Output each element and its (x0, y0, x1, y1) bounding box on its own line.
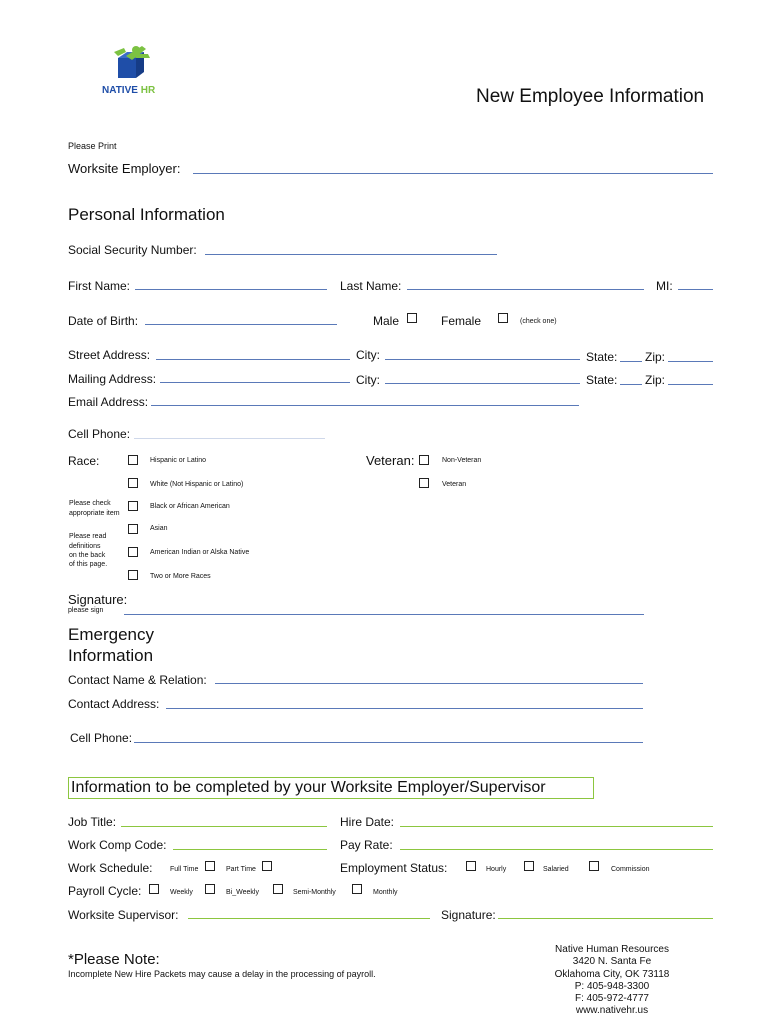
race-black-label: Black or African American (150, 503, 230, 510)
supervisor-signature-label: Signature: (441, 908, 496, 922)
race-asian-label: Asian (150, 525, 168, 532)
hire-date-field[interactable] (400, 826, 713, 827)
dob-field[interactable] (145, 324, 337, 325)
race-white-checkbox[interactable] (128, 478, 138, 488)
personal-heading: Personal Information (68, 205, 225, 224)
street-label: Street Address: (68, 348, 151, 362)
please-print: Please Print (68, 141, 117, 151)
emergency-cell-field[interactable] (134, 742, 643, 743)
company-city: Oklahoma City, OK 73118 (554, 968, 670, 980)
work-comp-label: Work Comp Code: (68, 838, 167, 852)
semi-monthly-checkbox[interactable] (273, 884, 283, 894)
check-one-note: (check one) (520, 318, 557, 325)
employer-heading (68, 777, 594, 799)
monthly-label: Monthly (373, 889, 398, 896)
mailing-city-field[interactable] (385, 383, 580, 384)
supervisor-signature-field[interactable] (498, 918, 713, 919)
salaried-checkbox[interactable] (524, 861, 534, 871)
page-title: New Employee Information (476, 86, 705, 107)
note-title: *Please Note: (68, 951, 160, 968)
emergency-cell-label: Cell Phone: (70, 731, 133, 745)
mailing-zip-label: Zip: (645, 373, 666, 387)
mailing-state-field[interactable] (620, 384, 642, 385)
mailing-label: Mailing Address: (68, 372, 157, 386)
mailing-city-label: City: (356, 373, 380, 387)
logo (96, 42, 176, 100)
weekly-label: Weekly (170, 889, 193, 896)
race-two-or-more-checkbox[interactable] (128, 570, 138, 580)
please-read-note-4: of this page. (69, 561, 108, 568)
emergency-heading-1: Emergency (68, 625, 154, 644)
job-title-field[interactable] (121, 826, 327, 827)
race-hispanic-checkbox[interactable] (128, 455, 138, 465)
company-address (530, 944, 694, 1018)
note-text: Incomplete New Hire Packets may cause a delay in the processing of payroll. (68, 969, 376, 979)
street-state-field[interactable] (620, 361, 642, 362)
bi-weekly-checkbox[interactable] (205, 884, 215, 894)
supervisor-field[interactable] (188, 918, 430, 919)
street-city-label: City: (356, 348, 380, 362)
contact-name-field[interactable] (215, 683, 643, 684)
street-city-field[interactable] (385, 359, 580, 360)
race-two-or-more-label: Two or More Races (150, 573, 211, 580)
please-read-note-1: Please read (69, 533, 107, 540)
part-time-label: Part Time (226, 866, 256, 873)
weekly-checkbox[interactable] (149, 884, 159, 894)
logo-hr: HR (140, 85, 156, 96)
please-sign-note: please sign (68, 607, 104, 614)
female-checkbox[interactable] (498, 313, 508, 323)
last-name-label: Last Name: (340, 279, 402, 293)
email-label: Email Address: (68, 395, 149, 409)
contact-address-label: Contact Address: (68, 697, 160, 711)
non-veteran-checkbox[interactable] (419, 455, 429, 465)
race-asian-checkbox[interactable] (128, 524, 138, 534)
semi-monthly-label: Semi-Monthly (293, 889, 336, 896)
logo-native: NATIVE (102, 85, 138, 96)
veteran-checkbox[interactable] (419, 478, 429, 488)
contact-name-label: Contact Name & Relation: (68, 673, 207, 687)
signature-field[interactable] (124, 614, 644, 615)
employer-heading-text: Information to be completed by your Worksite Employer/Supervisor (71, 779, 546, 796)
worksite-employer-field[interactable] (193, 173, 713, 174)
part-time-checkbox[interactable] (262, 861, 272, 871)
please-read-note-2: definitions (69, 543, 101, 550)
job-title-label: Job Title: (68, 815, 117, 829)
signature-label: Signature: (68, 592, 128, 607)
commission-label: Commission (611, 866, 650, 873)
please-read-note-3: on the back (69, 552, 106, 559)
first-name-field[interactable] (135, 289, 327, 290)
race-american-indian-checkbox[interactable] (128, 547, 138, 557)
ssn-field[interactable] (205, 254, 497, 255)
hourly-checkbox[interactable] (466, 861, 476, 871)
last-name-field[interactable] (407, 289, 644, 290)
mi-label: MI: (656, 279, 673, 293)
email-field[interactable] (151, 405, 579, 406)
veteran-label: Veteran: (366, 453, 415, 468)
race-hispanic-label: Hispanic or Latino (150, 457, 207, 464)
street-state-label: State: (586, 350, 618, 364)
bi-weekly-label: Bi_Weekly (226, 889, 259, 896)
supervisor-label: Worksite Supervisor: (68, 908, 179, 922)
male-label: Male (373, 314, 400, 328)
mi-field[interactable] (678, 289, 713, 290)
cell-label: Cell Phone: (68, 427, 131, 441)
company-street: 3420 N. Santa Fe (572, 956, 652, 968)
female-label: Female (441, 314, 482, 328)
mailing-zip-field[interactable] (668, 384, 713, 385)
dob-label: Date of Birth: (68, 314, 139, 328)
please-check-note-2: appropriate item (69, 510, 120, 517)
company-phone: P: 405-948-3300 (574, 980, 650, 992)
monthly-checkbox[interactable] (352, 884, 362, 894)
race-black-checkbox[interactable] (128, 501, 138, 511)
race-white-label: White (Not Hispanic or Latino) (150, 481, 244, 488)
male-checkbox[interactable] (407, 313, 417, 323)
commission-checkbox[interactable] (589, 861, 599, 871)
work-schedule-label: Work Schedule: (68, 861, 153, 875)
ssn-label: Social Security Number: (68, 243, 197, 257)
company-web[interactable]: www.nativehr.us (575, 1005, 649, 1017)
race-label: Race: (68, 454, 100, 468)
please-check-note-1: Please check (69, 500, 111, 507)
logo-icon (96, 42, 176, 84)
mailing-state-label: State: (586, 373, 618, 387)
street-field[interactable] (156, 359, 350, 360)
pay-rate-field[interactable] (400, 849, 713, 850)
non-veteran-label: Non-Veteran (442, 457, 482, 464)
street-zip-label: Zip: (645, 350, 666, 364)
worksite-employer-label: Worksite Employer: (68, 161, 181, 176)
pay-rate-label: Pay Rate: (340, 838, 393, 852)
employment-status-label: Employment Status: (340, 861, 448, 875)
hourly-label: Hourly (486, 866, 507, 873)
race-american-indian-label: American Indian or Alska Native (150, 549, 250, 556)
street-zip-field[interactable] (668, 361, 713, 362)
company-name: Native Human Resources (555, 944, 669, 955)
work-comp-field[interactable] (173, 849, 327, 850)
salaried-label: Salaried (543, 866, 569, 873)
cell-field[interactable] (134, 438, 325, 439)
contact-address-field[interactable] (166, 708, 643, 709)
mailing-field[interactable] (160, 382, 350, 383)
first-name-label: First Name: (68, 279, 131, 293)
hire-date-label: Hire Date: (340, 815, 395, 829)
emergency-heading-2: Information (68, 646, 154, 665)
veteran-option-label: Veteran (442, 481, 467, 488)
company-fax: F: 405-972-4777 (575, 993, 649, 1005)
payroll-cycle-label: Payroll Cycle: (68, 884, 142, 898)
full-time-checkbox[interactable] (205, 861, 215, 871)
full-time-label: Full Time (170, 866, 199, 873)
